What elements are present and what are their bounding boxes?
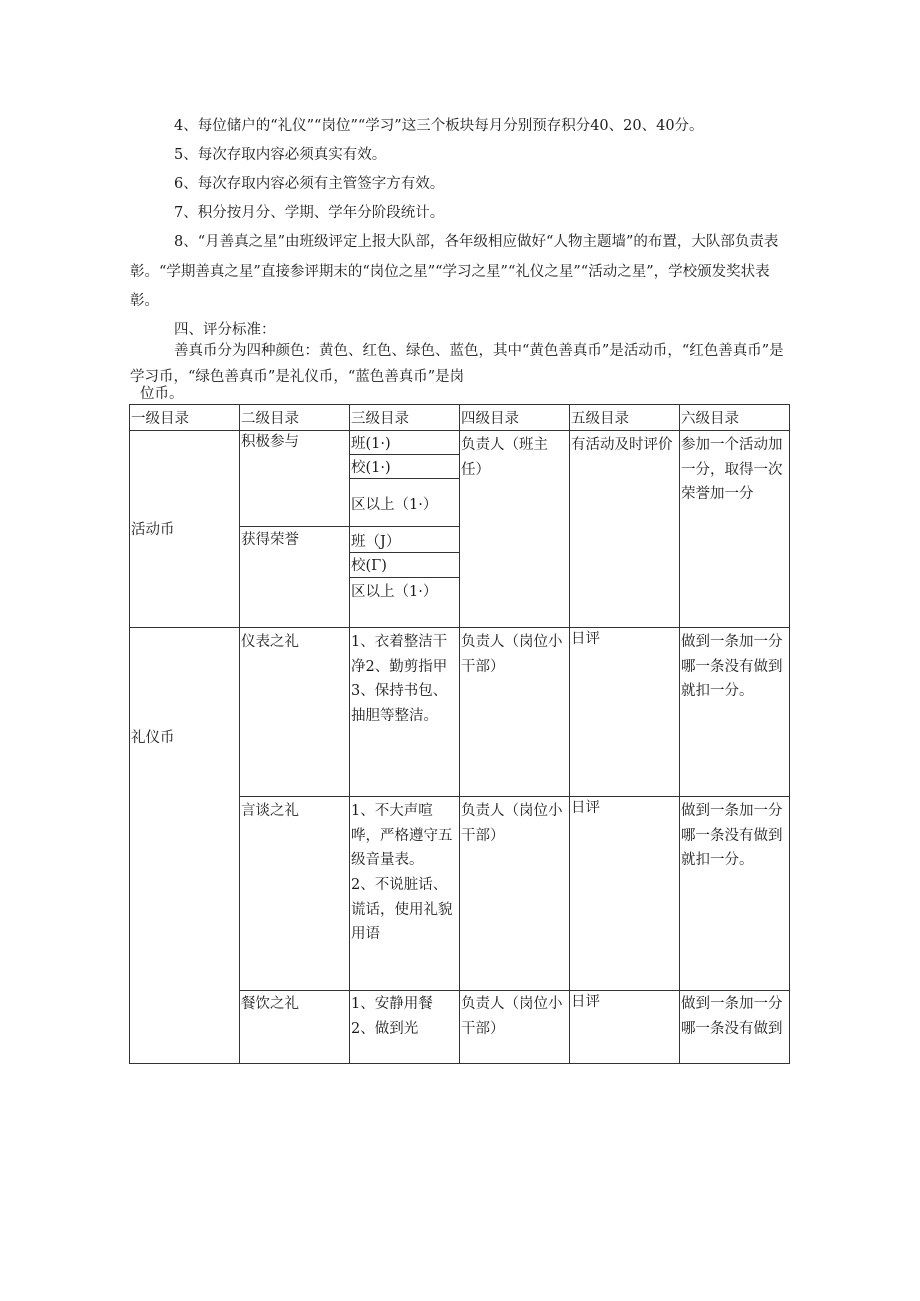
appearance-scoring: 做到一条加一分哪一条没有做到就扣一分。 [681,634,783,699]
header-level5: 五级目录 [571,411,629,427]
dining-frequency: 日评 [571,994,600,1010]
section-heading: 四、评分标准： [174,322,276,338]
coins-paragraph: 善真币分为四种颜色：黄色、红色、绿色、蓝色，其中“黄色善真币”是活动币，“红色善真币”是学习币，“绿色善真币”是礼仪币，“蓝色善真币”是岗 [130,343,784,385]
participate-district: 区以上（1·） [351,497,438,513]
appearance-rules: 1、衣着整洁干净2、勤剪指甲3、保持书包、抽胆等整洁。 [351,634,448,724]
honor-district: 区以上（1·） [351,584,438,600]
appearance-label: 仪表之礼 [241,634,299,650]
activity-scoring: 参加一个活动加一分，取得一次荣誉加一分 [681,437,783,502]
honor-label: 获得荣誉 [241,532,299,548]
dining-owner: 负责人（岗位小干部） [461,996,563,1037]
dining-scoring: 做到一条加一分哪一条没有做到 [681,996,783,1037]
header-level2: 二级目录 [241,411,299,427]
header-level4: 四级目录 [461,411,519,427]
speech-label: 言谈之礼 [241,803,299,819]
appearance-frequency: 日评 [571,631,600,647]
paragraph-5: 5、每次存取内容必须真实有效。 [174,147,387,163]
paragraph-6: 6、每次存取内容必须有主管签字方有效。 [174,176,445,192]
header-level1: 一级目录 [131,411,189,427]
paragraph-4: 4、每位储户的“礼仪”“岗位”“学习”这三个板块每月分别预存积分40、20、40分。 [174,118,704,134]
speech-rules-1: 1、不大声喧哗，严格遵守五级音量表。 [351,803,453,868]
speech-scoring: 做到一条加一分哪一条没有做到就扣一分。 [681,803,783,868]
paragraph-7: 7、积分按月分、学期、学年分阶段统计。 [174,205,445,221]
etiquette-coin-label: 礼仪币 [131,730,175,746]
activity-evaluation: 有活动及时评价 [571,437,673,453]
paragraph-8: 8、“月善真之星”由班级评定上报大队部，各年级相应做好“人物主题墙”的布置，大队部负责表彰。“学期善真之星”直接参评期末的“岗位之星”“学习之星”“礼仪之星”“活动之星”，学校颁发奖状表彰。 [130,234,779,309]
header-level3: 三级目录 [351,411,409,427]
header-level6: 六级目录 [681,411,739,427]
honor-class: 班（J） [351,534,401,550]
participate-class: 班(1·) [351,436,391,452]
activity-owner: 负责人（班主任） [461,437,548,478]
activity-coin-label: 活动币 [131,522,175,538]
participate-school: 校(1·) [351,460,391,476]
scoring-table [129,0,790,1301]
coins-paragraph-tail: 位币。 [140,386,184,402]
speech-rules-2: 2、不说脏话、谎话，使用礼貌用语 [351,877,453,942]
dining-rules: 1、安静用餐2、做到光 [351,996,433,1037]
appearance-owner: 负责人（岗位小干部） [461,634,563,675]
speech-frequency: 日评 [571,800,600,816]
participate-label: 积极参与 [241,434,299,450]
honor-school: 校(Γ) [351,558,387,574]
speech-owner: 负责人（岗位小干部） [461,803,563,844]
dining-label: 餐饮之礼 [241,996,299,1012]
